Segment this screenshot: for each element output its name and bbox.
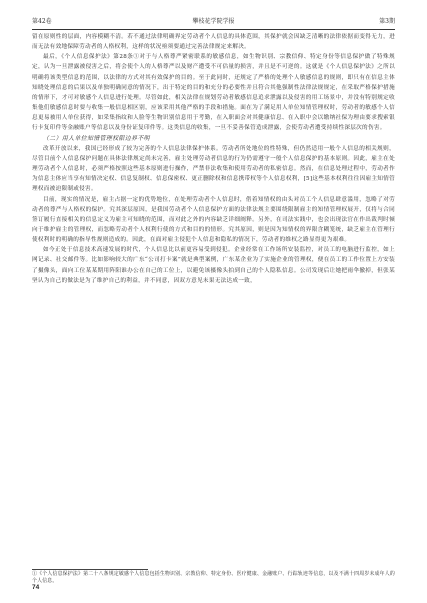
article-body xyxy=(32,32,395,286)
paragraph-case-example: 如今正处于信息技术高速发展的时代，个人信息比以前更容易受到侵犯。企业经常在工作场所安装监控，对员工的电脑进行监控，如上网记录、社交邮件等。比如影响较大的广东“公司打卡案”就是典型案例，广东某企业为了实施企业的管理权，便在员工的工作位置上方安装了摄像头，面向工位某某期用阵阳谁办公在自己的工位上，以避免该摄像头拍到自己的个人隐私信息。公司发现后让她把雨伞撤掉，但张某坚认为自己的做法是为了维护自己的利益，并不同意，因双方意见未果无法达成一致， xyxy=(32,247,395,284)
running-header xyxy=(32,16,395,28)
page-number: 74 xyxy=(32,584,40,591)
footnote: ①《个人信息保护法》第二十八条规定敏感个人信息包括生物识别、宗教信仰、特定身份、医疗健康、金融账户、行踪轨迹等信息，以及不满十四周岁未成年人的个人信息。 xyxy=(32,571,395,585)
volume-label: 第42卷 xyxy=(32,18,52,25)
paragraph-current-situation: 目前，现实的情况是，雇主占据一定的优势地位，在处理劳动者个人信息时，借着知情权的由头对员工个人信息肆意滥用，忽略了对劳动者的尊严与人格权的保护。究其深层原因，是我国劳动者个人信息保护方面的法律法规主要围绕限制雇主的知情管理权展开，仅将与合同签订履行直接相关的信息定义为雇主可知晓的范围，而对此之外的内容缺乏详细阐释。另外，在司法实践中，也会出现法官在作出裁判时倾向于维护雇主的管理权，而忽略劳动者个人权利行使的方式和目的的情形。究其原因，则是因为知情权的界限含糊笼统，缺乏雇主在管理行使权利时的明确的指导性规则造成的。因此，在面对雇主侵犯个人信息和隐私的情况下，劳动者的维权之路显得更为艰难。 xyxy=(32,196,395,244)
footnote-rule xyxy=(32,569,148,570)
paragraph-continued: 留在原则性的层面，内容模糊不清。若不通过法律明确界定劳动者个人信息的具体范围，其保护就会因缺乏清晰的法律依据而变得无力，进而无法有效地保障劳动者的人格权利，这样的状况亟须要通过完善法律规定来解决。 xyxy=(32,34,395,51)
paragraph-legal-framework: 改革开放以来，我国已经形成了较为完善的个人信息法律保护体系。劳动者所处地位的性特殊，但仍然适用一般个人信息的相关规则，尽管目前个人信息保护问题在具体法律规定尚未完善，雇主处理劳动者信息的行为仍需遵守一般个人信息保护的基本原则。因此，雇主在处理劳动者个人信息时，必须严格按照这些基本原则进行操作，严禁非法收集和使用劳动者的私密信息。然而，在信息处理过程中，劳动者作为信息主体应当享有知情决定权、信息复制权、信息保密权、更正删除权和信息携带权等个人信息权利，[5]这些基本权利往往因雇主知情管理权而被迫限制或侵害。 xyxy=(32,145,395,193)
journal-title: 攀枝花学院学报 xyxy=(192,18,235,25)
paragraph-sensitive-info: 最后，《个人信息保护法》第28条①对于与人格尊严紧密联系的敏感信息，如生物识别、宗教信仰、特定身份等信息保护做了特殊规定，认为一旦泄露被侵害之后，将会使个人的人格尊严以及财产遭受不可估量的损害，并且是不可逆的。这就是《个人信息保护法》之所以明确将该类型信息的范围，以法律的方式对其有效保护的目的。至于此同时，还规定了严格的处理个人敏感信息的规则，即只有在信息主体知晓处理信息的后果以及单独明确同意的情况下，出于特定的目的和充分的必要性并且符合其他强制性法律法规规定，在采取严格保护措施的情形下，才可对敏感个人信息进行处理。尽管如此，相关法律在规划劳动者敏感信息追求泄露以及侵害的用工场景中，并没有特别规定收集他们敏感信息时要与收集一般信息相区别，应该采用其他严格的手段和措施。面在为了满足用人单位知情管理权时，劳动者的敏感个人信息更易被用人单位获得，如采集指纹和人脸等生物识别信息用于考勤，在入职面会对其健康信息、在入职中会以缴纳社保为理由要求搜索银行卡复印件等金融账户等信息以及身份证复印件等。这类信息的收集，一旦不妥善保管造成泄露，会使劳动者遭受持续性深层次的伤害。 xyxy=(32,54,395,132)
header-rule xyxy=(32,29,395,30)
section-heading: （二）用人单位知情管理权限边界不明 xyxy=(43,135,150,142)
issue-label: 第3期 xyxy=(379,18,395,25)
